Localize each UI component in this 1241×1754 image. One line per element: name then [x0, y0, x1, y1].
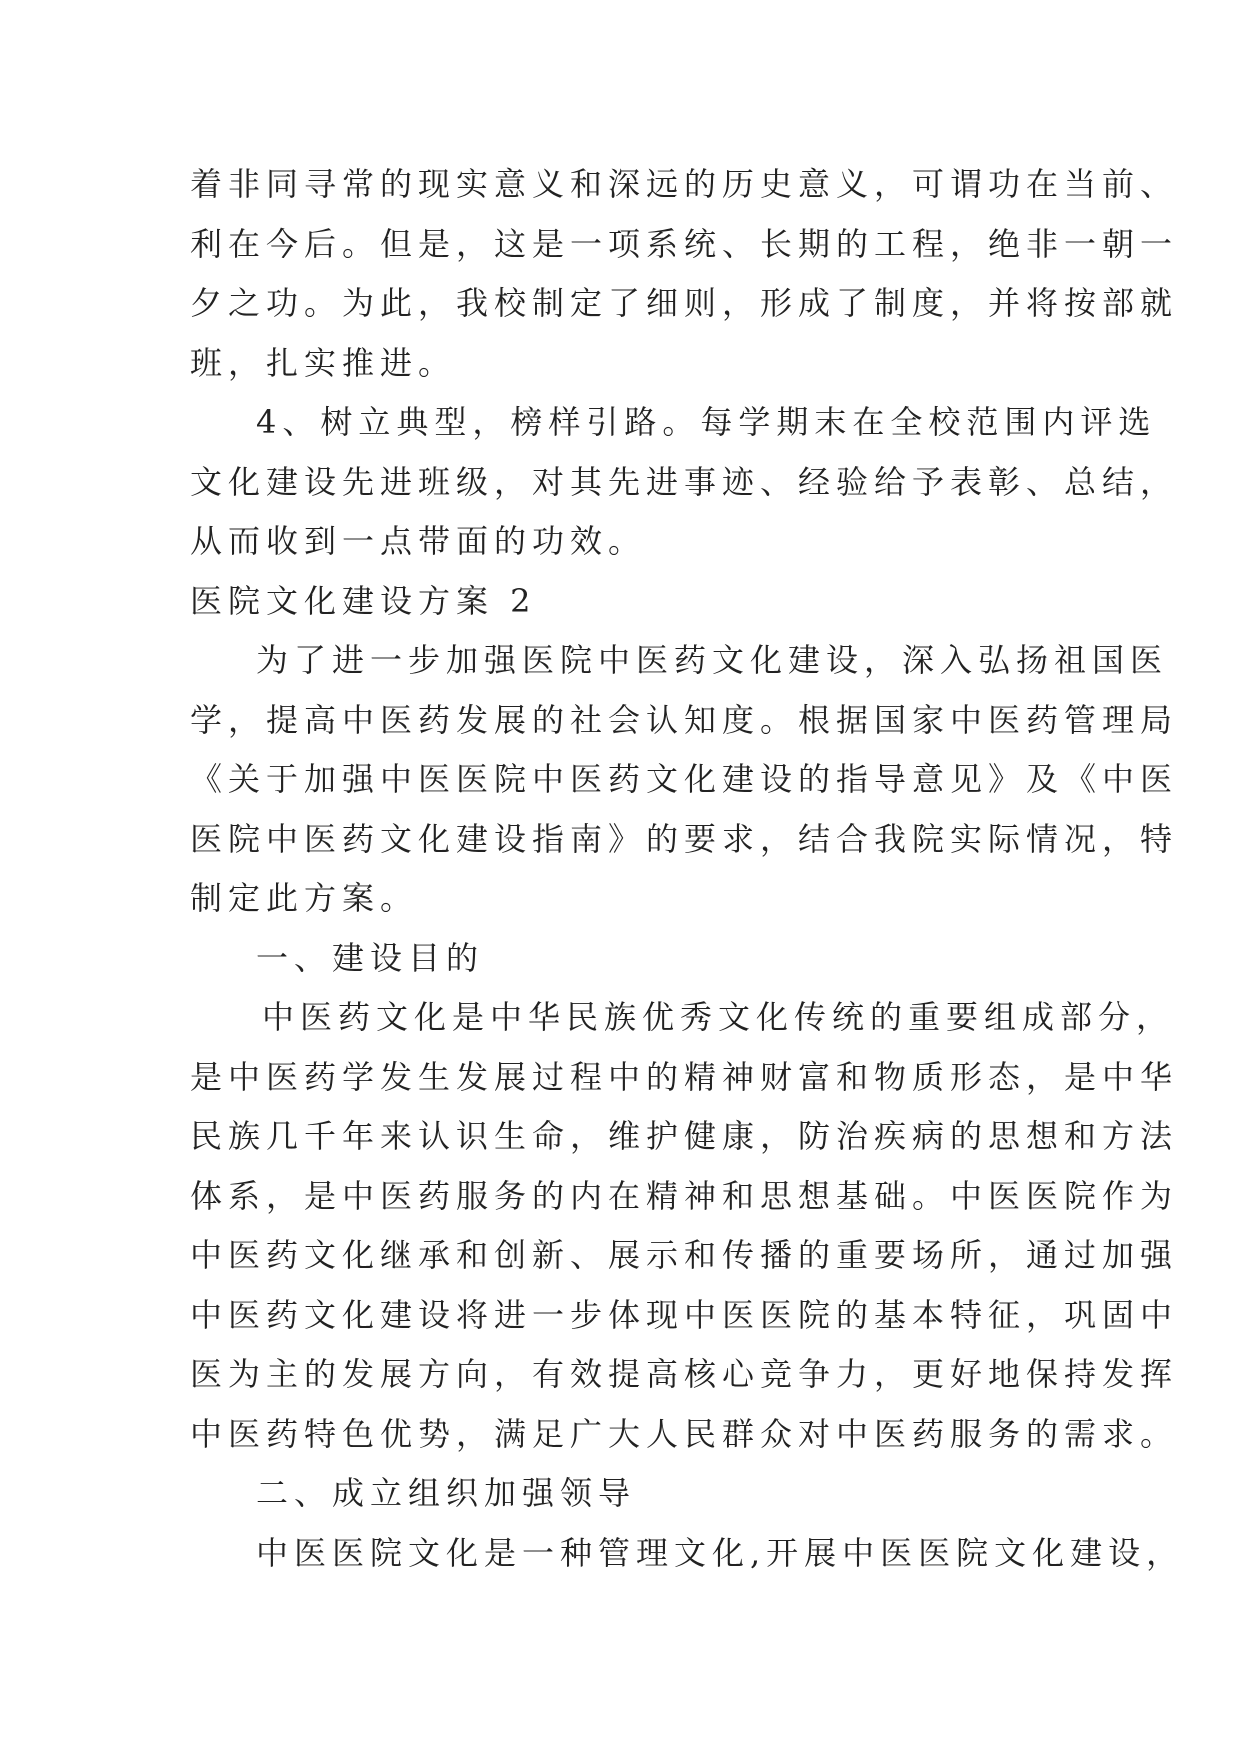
- paragraph-line: 利在今后。但是，这是一项系统、长期的工程，绝非一朝一: [190, 224, 1179, 263]
- subsection-title-one: 一、建设目的: [256, 938, 485, 977]
- section-two-line: 中医医院文化是一种管理文化,开展中医医院文化建设，: [256, 1533, 1185, 1572]
- section-one-line: 民族几千年来认识生命，维护健康，防治疾病的思想和方法: [190, 1117, 1179, 1155]
- section-one-line: 中医药文化建设将进一步体现中医医院的基本特征，巩固中: [190, 1295, 1179, 1334]
- list-item-4-line: 从而收到一点带面的功效。: [190, 522, 647, 560]
- list-item-4-line: 文化建设先进班级，对其先进事迹、经验给予表彰、总结，: [190, 462, 1179, 501]
- document-body: [190, 155, 1185, 1583]
- intro-line: 为了进一步加强医院中医药文化建设，深入弘扬祖国医: [256, 641, 1169, 679]
- section-one-line: 中医药文化继承和创新、展示和传播的重要场所，通过加强: [190, 1236, 1179, 1274]
- paragraph-line: 夕之功。为此，我校制定了细则，形成了制度，并将按部就: [190, 284, 1179, 322]
- paragraph-line: 着非同寻常的现实意义和深远的历史意义，可谓功在当前、: [190, 165, 1179, 203]
- intro-line: 《关于加强中医医院中医药文化建设的指导意见》及《中医: [190, 760, 1179, 798]
- section-one-line: 中医药特色优势，满足广大人民群众对中医药服务的需求。: [190, 1414, 1179, 1453]
- subsection-title-two: 二、成立组织加强领导: [256, 1474, 637, 1512]
- section-heading: 医院文化建设方案 2: [190, 581, 537, 620]
- paragraph-line: 班，扎实推进。: [190, 343, 457, 382]
- list-item-4-line: 4、树立典型，榜样引路。每学期末在全校范围内评选: [256, 403, 1157, 441]
- section-one-line: 中医药文化是中华民族优秀文化传统的重要组成部分，: [262, 998, 1175, 1036]
- section-one-line: 体系，是中医药服务的内在精神和思想基础。中医医院作为: [190, 1176, 1179, 1215]
- section-one-line: 是中医药学发生发展过程中的精神财富和物质形态，是中华: [190, 1057, 1179, 1096]
- intro-line: 医院中医药文化建设指南》的要求，结合我院实际情况，特: [190, 819, 1179, 858]
- intro-line: 学，提高中医药发展的社会认知度。根据国家中医药管理局: [190, 700, 1179, 739]
- section-one-line: 医为主的发展方向，有效提高核心竞争力，更好地保持发挥: [190, 1355, 1179, 1393]
- intro-line: 制定此方案。: [190, 879, 419, 917]
